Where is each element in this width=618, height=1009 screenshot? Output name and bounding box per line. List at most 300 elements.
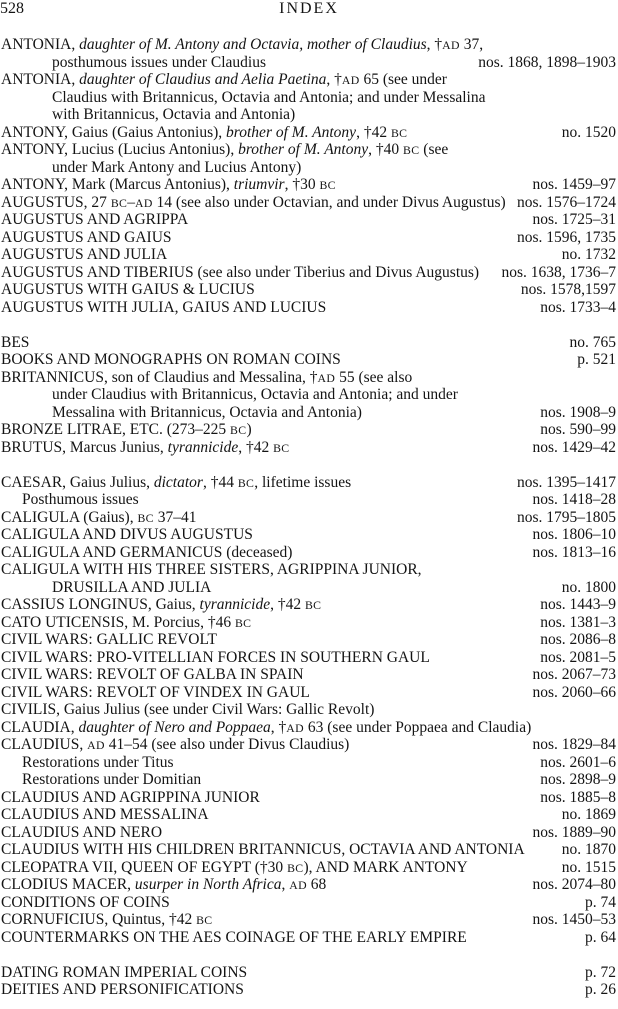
entry-line-text bbox=[52, 386, 458, 404]
entry-text: 41–54 (see also under Divus Claudius) bbox=[104, 736, 350, 753]
entry-line bbox=[0, 684, 618, 702]
entry-text: CIVIL WARS: REVOLT OF GALBA IN SPAIN bbox=[1, 666, 304, 683]
entry-line bbox=[0, 876, 618, 894]
index-entry bbox=[0, 719, 618, 737]
entry-text: under Claudius with Britannicus, Octavia and Antonia; and under bbox=[52, 386, 458, 403]
entry-line-text bbox=[1, 194, 506, 213]
entry-epithet: brother of M. Antony bbox=[226, 123, 357, 141]
entry-line bbox=[0, 54, 618, 72]
entry-text: CALIGULA AND GERMANICUS (deceased) bbox=[1, 543, 293, 561]
index-letter-group bbox=[0, 334, 618, 457]
index-entry bbox=[0, 246, 618, 264]
entry-epithet: daughter of M. Antony and Octavia, mother of Claudius bbox=[79, 36, 427, 53]
entry-line-text bbox=[1, 806, 209, 824]
entry-text: Restorations under Domitian bbox=[22, 771, 202, 788]
entry-text: with Britannicus, Octavia and Antonia) bbox=[52, 106, 296, 123]
index-entry bbox=[0, 736, 618, 754]
entry-line bbox=[0, 264, 618, 282]
entry-text: 68 bbox=[306, 876, 327, 893]
index-entry bbox=[0, 964, 618, 982]
entry-line bbox=[0, 614, 618, 632]
entry-text: , † bbox=[326, 71, 342, 88]
entry-line bbox=[0, 771, 618, 789]
entry-text: CLAUDIA, bbox=[1, 718, 79, 736]
entry-line bbox=[0, 509, 618, 527]
entry-line bbox=[0, 404, 618, 422]
entry-line bbox=[0, 474, 618, 492]
era-abbreviation: AD bbox=[286, 721, 304, 735]
entry-line-text bbox=[1, 36, 483, 55]
entry-line-text bbox=[1, 789, 260, 807]
entry-epithet: daughter of Nero and Poppaea bbox=[78, 718, 271, 736]
entry-text: 65 (see under bbox=[359, 71, 447, 88]
entry-line bbox=[0, 194, 618, 212]
entry-reference: nos. 1578,1597 bbox=[520, 281, 616, 298]
entry-epithet: tyrannicide bbox=[199, 596, 271, 613]
era-abbreviation: BC bbox=[273, 441, 290, 455]
entry-reference: nos. 1576–1724 bbox=[516, 193, 616, 211]
entry-line bbox=[0, 491, 618, 509]
index-entry bbox=[0, 806, 618, 824]
entry-line bbox=[0, 754, 618, 772]
entry-text: CLAUDIUS AND AGRIPPINA JUNIOR bbox=[1, 788, 260, 806]
era-abbreviation: AD bbox=[442, 39, 460, 52]
entry-text: ANTONIA, bbox=[1, 71, 80, 88]
index-entry bbox=[0, 334, 618, 352]
entry-text: CIVIL WARS: REVOLT OF VINDEX IN GAUL bbox=[1, 683, 310, 701]
index-entry bbox=[0, 876, 618, 894]
index-entry bbox=[0, 929, 618, 947]
entry-line bbox=[0, 789, 618, 807]
entry-line bbox=[0, 929, 618, 947]
entry-text: Restorations under Titus bbox=[22, 753, 174, 771]
entry-text: CONDITIONS OF COINS bbox=[1, 893, 170, 911]
entry-text: 14 (see also under Octavian, and under Divus Augustus) bbox=[152, 193, 506, 211]
entry-reference: p. 72 bbox=[585, 963, 616, 981]
entry-text: , lifetime issues bbox=[254, 473, 352, 491]
entry-text: 37–41 bbox=[153, 508, 197, 526]
entry-text: DATING ROMAN IMPERIAL COINS bbox=[1, 963, 248, 981]
entry-line-text bbox=[1, 666, 304, 684]
index-entry bbox=[0, 141, 618, 176]
index-entry bbox=[0, 264, 618, 282]
entry-text: ) bbox=[246, 421, 252, 438]
entry-line-text bbox=[1, 824, 162, 842]
entry-line-text bbox=[22, 754, 174, 772]
entry-epithet: daughter of Claudius and Aelia Paetina bbox=[79, 71, 327, 88]
entry-line-text bbox=[52, 106, 295, 124]
entry-text: Posthumous issues bbox=[22, 491, 139, 508]
era-abbreviation: BC bbox=[237, 476, 255, 490]
entry-line-text bbox=[1, 544, 292, 562]
entry-reference: nos. 2067–73 bbox=[532, 666, 616, 683]
entry-text: ), AND MARK ANTONY bbox=[303, 858, 468, 876]
entry-line bbox=[0, 964, 618, 982]
index-entry bbox=[0, 526, 618, 544]
entry-text: ANTONIA, bbox=[1, 36, 80, 53]
entry-line bbox=[0, 701, 618, 719]
entry-reference: nos. 1395–1417 bbox=[516, 473, 616, 491]
index-entry bbox=[0, 351, 618, 369]
index-entry bbox=[0, 211, 618, 229]
entry-line-text bbox=[1, 876, 326, 895]
era-abbreviation: AD bbox=[87, 739, 105, 752]
index-entry bbox=[0, 281, 618, 299]
entry-reference: p. 74 bbox=[585, 893, 616, 911]
entry-line-text bbox=[1, 124, 407, 143]
running-head: INDEX bbox=[279, 0, 339, 17]
entry-line-text bbox=[1, 631, 217, 649]
index-entry bbox=[0, 894, 618, 912]
entry-line bbox=[0, 141, 618, 159]
entry-reference: no. 1732 bbox=[561, 246, 616, 263]
index-entry bbox=[0, 71, 618, 124]
entry-line-text bbox=[1, 264, 479, 282]
entry-reference: nos. 1725–31 bbox=[532, 211, 616, 228]
index-entry bbox=[0, 439, 618, 457]
entry-line-text bbox=[1, 246, 167, 264]
entry-text: CLAUDIUS AND NERO bbox=[1, 823, 163, 841]
entry-reference: nos. 2081–5 bbox=[540, 648, 616, 666]
entry-reference: nos. 1418–28 bbox=[532, 491, 616, 508]
entry-text: CLEOPATRA VII, QUEEN OF EGYPT (†30 bbox=[1, 858, 288, 876]
entry-epithet: tyrannicide bbox=[167, 438, 239, 456]
entry-line bbox=[0, 859, 618, 877]
entry-reference: no. 1515 bbox=[561, 858, 616, 876]
era-abbreviation: AD bbox=[317, 371, 336, 385]
index-entry bbox=[0, 176, 618, 194]
entry-text: CIVIL WARS: PRO-VITELLIAN FORCES IN SOUTHERN GAUL bbox=[1, 648, 430, 666]
era-abbreviation: AD bbox=[341, 74, 360, 87]
entry-line-text bbox=[1, 369, 412, 388]
entry-text: CLAUDIUS AND MESSALINA bbox=[1, 806, 209, 823]
entry-line bbox=[0, 281, 618, 299]
index-entry bbox=[0, 299, 618, 317]
entry-line bbox=[0, 351, 618, 369]
entry-text: 37, bbox=[459, 36, 484, 53]
entry-line-text bbox=[1, 439, 290, 458]
entry-line-text bbox=[52, 579, 211, 597]
index-entry bbox=[0, 684, 618, 702]
era-abbreviation: BC bbox=[287, 861, 304, 875]
entry-text: BOOKS AND MONOGRAPHS ON ROMAN COINS bbox=[1, 351, 341, 368]
index-entry bbox=[0, 124, 618, 142]
entry-line bbox=[0, 159, 618, 177]
entry-text: CLODIUS MACER, bbox=[1, 876, 135, 893]
entry-text: , †42 bbox=[270, 596, 305, 613]
era-abbreviation: BC bbox=[403, 144, 420, 157]
entry-line bbox=[0, 561, 618, 579]
index-entry bbox=[0, 194, 618, 212]
entry-line bbox=[0, 544, 618, 562]
entry-reference: no. 1520 bbox=[561, 123, 616, 141]
entry-line bbox=[0, 246, 618, 264]
entry-line bbox=[0, 369, 618, 387]
entry-reference: nos. 2060–66 bbox=[532, 683, 616, 701]
index-entry bbox=[0, 911, 618, 929]
entry-line-text bbox=[1, 351, 341, 369]
entry-reference: nos. 2898–9 bbox=[540, 771, 616, 788]
index-subentry bbox=[0, 491, 618, 509]
entry-text: BES bbox=[1, 333, 30, 351]
entry-line-text bbox=[1, 736, 349, 755]
entry-text: DRUSILLA AND JULIA bbox=[52, 578, 212, 596]
entry-reference: nos. 1908–9 bbox=[540, 403, 616, 421]
entry-line-text bbox=[1, 684, 310, 702]
entry-text: ANTONY, Mark (Marcus Antonius), bbox=[1, 176, 234, 193]
era-abbreviation: BC bbox=[304, 599, 322, 612]
entry-text: CATO UTICENSIS, M. Porcius, †46 bbox=[1, 613, 235, 631]
entry-text: 63 (see under Poppaea and Claudia) bbox=[304, 718, 532, 736]
entry-text: CLAUDIUS WITH HIS CHILDREN BRITANNICUS, OCTAVIA AND ANTONIA bbox=[1, 841, 525, 858]
index-entry bbox=[0, 421, 618, 439]
entry-reference: nos. 1868, 1898–1903 bbox=[478, 53, 616, 71]
index-entry bbox=[0, 666, 618, 684]
entry-line bbox=[0, 981, 618, 999]
index-entry bbox=[0, 36, 618, 71]
entry-text: BRUTUS, Marcus Junius, bbox=[1, 438, 168, 456]
index-entry bbox=[0, 824, 618, 842]
era-abbreviation: BC bbox=[319, 179, 336, 192]
page-number: 528 bbox=[0, 0, 24, 17]
entry-line bbox=[0, 71, 618, 89]
entry-text: – bbox=[127, 193, 135, 211]
entry-text: COUNTERMARKS ON THE AES COINAGE OF THE EARLY EMPIRE bbox=[1, 928, 467, 946]
index-letter-group bbox=[0, 474, 618, 947]
entry-reference: nos. 1795–1805 bbox=[516, 508, 616, 526]
entry-line-text bbox=[1, 474, 351, 493]
entry-line bbox=[0, 824, 618, 842]
era-abbreviation: AD bbox=[289, 879, 307, 892]
entry-reference: p. 26 bbox=[585, 981, 616, 998]
index-entry bbox=[0, 614, 618, 632]
index-entry bbox=[0, 544, 618, 562]
entry-reference: nos. 1596, 1735 bbox=[516, 228, 616, 246]
era-abbreviation: BC bbox=[110, 196, 128, 210]
entry-reference: nos. 590–99 bbox=[540, 421, 616, 438]
entry-text: CAESAR, Gaius Julius, bbox=[1, 473, 154, 491]
entry-epithet: dictator bbox=[153, 473, 203, 491]
entry-line bbox=[0, 176, 618, 194]
index-entry bbox=[0, 561, 618, 596]
entry-line-text bbox=[1, 299, 326, 317]
index-letter-group bbox=[0, 36, 618, 316]
entry-line-text bbox=[1, 281, 255, 299]
entry-reference: nos. 1889–90 bbox=[532, 823, 616, 841]
index-letter-group bbox=[0, 964, 618, 999]
entry-text: posthumous issues under Claudius bbox=[52, 53, 266, 71]
entry-text: AUGUSTUS AND JULIA bbox=[1, 246, 168, 263]
entry-text: Claudius with Britannicus, Octavia and Antonia; and under Messalina bbox=[52, 88, 486, 106]
entry-line-text bbox=[1, 929, 467, 947]
entry-line-text bbox=[22, 771, 201, 789]
entry-text: AUGUSTUS AND GAIUS bbox=[1, 228, 172, 246]
index-entry bbox=[0, 369, 618, 422]
entry-epithet: usurper in North Africa bbox=[134, 876, 282, 893]
entry-line bbox=[0, 841, 618, 859]
entry-text: CASSIUS LONGINUS, Gaius, bbox=[1, 596, 200, 613]
entry-text: under Mark Antony and Lucius Antony) bbox=[52, 158, 302, 176]
entry-line-text bbox=[1, 719, 531, 738]
entry-reference: p. 521 bbox=[577, 351, 616, 368]
entry-line-text bbox=[52, 404, 362, 422]
entry-line bbox=[0, 806, 618, 824]
entry-reference: p. 64 bbox=[585, 928, 616, 946]
index-entry bbox=[0, 509, 618, 527]
entry-line-text bbox=[1, 894, 170, 912]
entry-text: , † bbox=[270, 718, 287, 736]
entry-line bbox=[0, 299, 618, 317]
index-entry bbox=[0, 649, 618, 667]
index-subentry bbox=[0, 771, 618, 789]
entry-reference: nos. 2074–80 bbox=[532, 876, 616, 893]
entry-line bbox=[0, 334, 618, 352]
entry-text: CALIGULA AND DIVUS AUGUSTUS bbox=[1, 526, 253, 543]
entry-text: ANTONY, Gaius (Gaius Antonius), bbox=[1, 123, 227, 141]
entry-line-text bbox=[52, 54, 266, 72]
entry-line-text bbox=[1, 526, 253, 544]
entry-line-text bbox=[1, 229, 172, 247]
entry-reference: nos. 1733–4 bbox=[540, 298, 616, 316]
entry-text: ANTONY, Lucius (Lucius Antonius), bbox=[1, 141, 239, 158]
index-entries bbox=[0, 36, 618, 999]
entry-text: , †40 bbox=[368, 141, 403, 158]
entry-line bbox=[0, 211, 618, 229]
entry-text: , †44 bbox=[202, 473, 238, 491]
era-abbreviation: BC bbox=[230, 424, 247, 437]
entry-line-text bbox=[1, 71, 447, 90]
entry-reference: no. 1870 bbox=[561, 841, 616, 858]
entry-text: 55 (see also bbox=[335, 368, 413, 386]
era-abbreviation: BC bbox=[196, 914, 213, 927]
entry-line bbox=[0, 596, 618, 614]
entry-line-text bbox=[1, 211, 188, 229]
entry-reference: no. 765 bbox=[569, 333, 616, 351]
entry-text: BRONZE LITRAE, ETC. (273–225 bbox=[1, 421, 231, 438]
entry-line-text bbox=[1, 141, 448, 160]
entry-reference: nos. 1429–42 bbox=[532, 438, 616, 456]
entry-text: (see bbox=[419, 141, 449, 158]
index-entry bbox=[0, 701, 618, 719]
entry-line bbox=[0, 386, 618, 404]
entry-reference: nos. 1813–16 bbox=[532, 543, 616, 561]
entry-line bbox=[0, 666, 618, 684]
entry-reference: no. 1800 bbox=[561, 578, 616, 596]
entry-text: CORNUFICIUS, Quintus, †42 bbox=[1, 911, 197, 928]
index-entry bbox=[0, 789, 618, 807]
page-header bbox=[0, 0, 618, 18]
entry-text: AUGUSTUS, 27 bbox=[1, 193, 111, 211]
index-entry bbox=[0, 981, 618, 999]
entry-line-text bbox=[1, 421, 252, 440]
entry-reference: nos. 2601–6 bbox=[540, 753, 616, 771]
entry-text: AUGUSTUS WITH GAIUS & LUCIUS bbox=[1, 281, 255, 298]
entry-text: AUGUSTUS AND TIBERIUS (see also under Tiberius and Divus Augustus) bbox=[1, 263, 480, 281]
entry-line-text bbox=[1, 911, 212, 930]
index-entry bbox=[0, 859, 618, 877]
entry-line bbox=[0, 89, 618, 107]
entry-reference: nos. 1450–53 bbox=[532, 911, 616, 928]
era-abbreviation: AD bbox=[134, 196, 153, 210]
entry-line-text bbox=[52, 159, 301, 177]
entry-line-text bbox=[52, 89, 486, 107]
entry-text: , †30 bbox=[284, 176, 320, 193]
entry-line-text bbox=[1, 981, 244, 999]
entry-line bbox=[0, 736, 618, 754]
entry-text: , †42 bbox=[238, 438, 274, 456]
entry-line bbox=[0, 631, 618, 649]
entry-line-text bbox=[1, 596, 321, 615]
entry-text: CALIGULA WITH HIS THREE SISTERS, AGRIPPINA JUNIOR, bbox=[1, 561, 422, 578]
era-abbreviation: BC bbox=[137, 511, 154, 525]
index-entry bbox=[0, 229, 618, 247]
entry-text: DEITIES AND PERSONIFICATIONS bbox=[1, 981, 244, 998]
index-subentry bbox=[0, 754, 618, 772]
entry-epithet: triumvir bbox=[233, 176, 285, 193]
entry-text: CIVILIS, Gaius Julius (see under Civil Wars: Gallic Revolt) bbox=[1, 701, 375, 718]
entry-text: AUGUSTUS WITH JULIA, GAIUS AND LUCIUS bbox=[1, 298, 327, 316]
entry-line bbox=[0, 894, 618, 912]
entry-reference: nos. 1806–10 bbox=[532, 526, 616, 543]
entry-reference: nos. 1443–9 bbox=[540, 596, 616, 613]
entry-line-text bbox=[22, 491, 139, 509]
entry-line bbox=[0, 36, 618, 54]
entry-line-text bbox=[1, 509, 197, 528]
entry-line bbox=[0, 124, 618, 142]
entry-reference: nos. 1459–97 bbox=[532, 176, 616, 193]
entry-line-text bbox=[1, 701, 374, 719]
entry-text: CALIGULA (Gaius), bbox=[1, 508, 138, 526]
era-abbreviation: BC bbox=[390, 126, 408, 140]
era-abbreviation: BC bbox=[234, 616, 252, 630]
entry-text: CIVIL WARS: GALLIC REVOLT bbox=[1, 631, 217, 648]
entry-line bbox=[0, 649, 618, 667]
entry-reference: nos. 1638, 1736–7 bbox=[501, 263, 616, 281]
entry-line bbox=[0, 229, 618, 247]
entry-line bbox=[0, 421, 618, 439]
entry-text: , † bbox=[426, 36, 443, 53]
entry-line bbox=[0, 579, 618, 597]
entry-line-text bbox=[1, 649, 430, 667]
entry-text: AUGUSTUS AND AGRIPPA bbox=[1, 211, 189, 228]
entry-line-text bbox=[1, 561, 422, 579]
entry-epithet: brother of M. Antony bbox=[238, 141, 369, 158]
entry-reference: nos. 1381–3 bbox=[540, 613, 616, 631]
index-entry bbox=[0, 596, 618, 614]
index-entry bbox=[0, 841, 618, 859]
entry-line bbox=[0, 911, 618, 929]
entry-line-text bbox=[1, 334, 29, 352]
entry-text: , †42 bbox=[356, 123, 391, 141]
entry-reference: nos. 1829–84 bbox=[532, 736, 616, 753]
entry-line bbox=[0, 439, 618, 457]
entry-line-text bbox=[1, 176, 336, 195]
entry-reference: nos. 1885–8 bbox=[540, 788, 616, 806]
entry-reference: nos. 2086–8 bbox=[540, 631, 616, 648]
entry-line-text bbox=[1, 964, 247, 982]
entry-reference: no. 1869 bbox=[561, 806, 616, 823]
entry-text: CLAUDIUS, bbox=[1, 736, 88, 753]
index-entry bbox=[0, 631, 618, 649]
entry-line bbox=[0, 106, 618, 124]
entry-line bbox=[0, 526, 618, 544]
index-entry bbox=[0, 474, 618, 492]
entry-text: BRITANNICUS, son of Claudius and Messalina, † bbox=[1, 368, 318, 386]
entry-line-text bbox=[1, 859, 468, 878]
entry-text: Messalina with Britannicus, Octavia and Antonia) bbox=[52, 403, 362, 421]
entry-line bbox=[0, 719, 618, 737]
entry-text: , bbox=[281, 876, 290, 893]
